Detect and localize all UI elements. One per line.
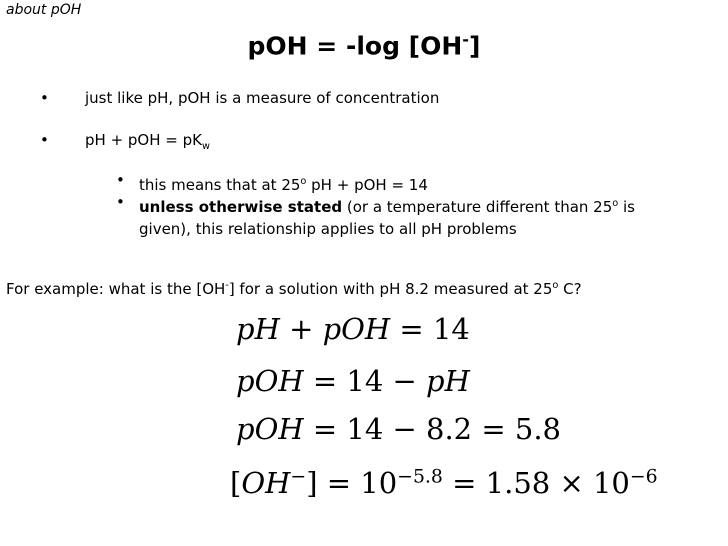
equation-2 xyxy=(236,364,470,398)
eq2-mid: = 14 − xyxy=(303,364,427,398)
eq2-lhs: pOH xyxy=(236,364,304,398)
bullet-marker-1: • xyxy=(40,89,49,107)
sub-bullet-2-b: is given), this relationship applies to all pH problems xyxy=(139,198,636,238)
slide-title xyxy=(0,30,728,60)
eq2-ph: pH xyxy=(426,364,470,398)
bullet-text-2 xyxy=(85,131,210,152)
eq4-exp-1: −5.8 xyxy=(397,466,443,488)
eq4-mid: ] = 10 xyxy=(306,466,398,500)
eq3-rhs: = 14 − 8.2 = 5.8 xyxy=(303,412,561,446)
title-sup: - xyxy=(462,30,470,49)
sub-bullet-2-a: (or a temperature different than 25 xyxy=(342,198,613,216)
example-question xyxy=(6,280,582,298)
sub-bullet-1-sup: o xyxy=(300,176,307,187)
sub-bullet-marker-2: • xyxy=(116,193,125,211)
sub-bullet-1-b: pH + pOH = 14 xyxy=(306,176,428,194)
title-main: pOH = -log [OH xyxy=(247,31,463,61)
example-a: For example: what is the [OH xyxy=(6,280,226,298)
example-c: C? xyxy=(558,280,582,298)
eq1-rhs: = 14 xyxy=(390,312,470,346)
bullet-2-text: pH + pOH = pK xyxy=(85,131,202,149)
sub-bullet-marker-1: • xyxy=(116,171,125,189)
bullet-2-sub: w xyxy=(201,141,210,152)
sub-bullet-1-a: this means that at 25 xyxy=(139,176,301,194)
sub-bullet-2-sup: o xyxy=(612,198,619,209)
sub-bullet-text-2 xyxy=(139,193,679,240)
equation-4 xyxy=(230,466,658,500)
eq3-lhs: pOH xyxy=(236,412,304,446)
eq1-lhs: pH + pOH xyxy=(236,312,391,346)
bullet-marker-2: • xyxy=(40,131,49,149)
eq4-result: = 1.58 × 10 xyxy=(442,466,630,500)
example-sup-1: - xyxy=(225,280,229,291)
sub-bullet-2-bold: unless otherwise stated xyxy=(139,198,343,216)
bullet-text-1: just like pH, pOH is a measure of concentration xyxy=(85,89,440,107)
example-b: ] for a solution with pH 8.2 measured at 25 xyxy=(228,280,553,298)
equation-3 xyxy=(236,412,561,446)
equation-1 xyxy=(236,312,470,346)
eq4-bracket-open: [ xyxy=(230,466,242,500)
title-close: ] xyxy=(469,31,481,61)
corner-label: about pOH xyxy=(6,2,82,18)
eq4-exp-2: −6 xyxy=(629,466,658,488)
example-sup-2: o xyxy=(552,280,559,291)
eq4-minus: − xyxy=(290,466,307,488)
eq4-oh: OH xyxy=(241,466,291,500)
